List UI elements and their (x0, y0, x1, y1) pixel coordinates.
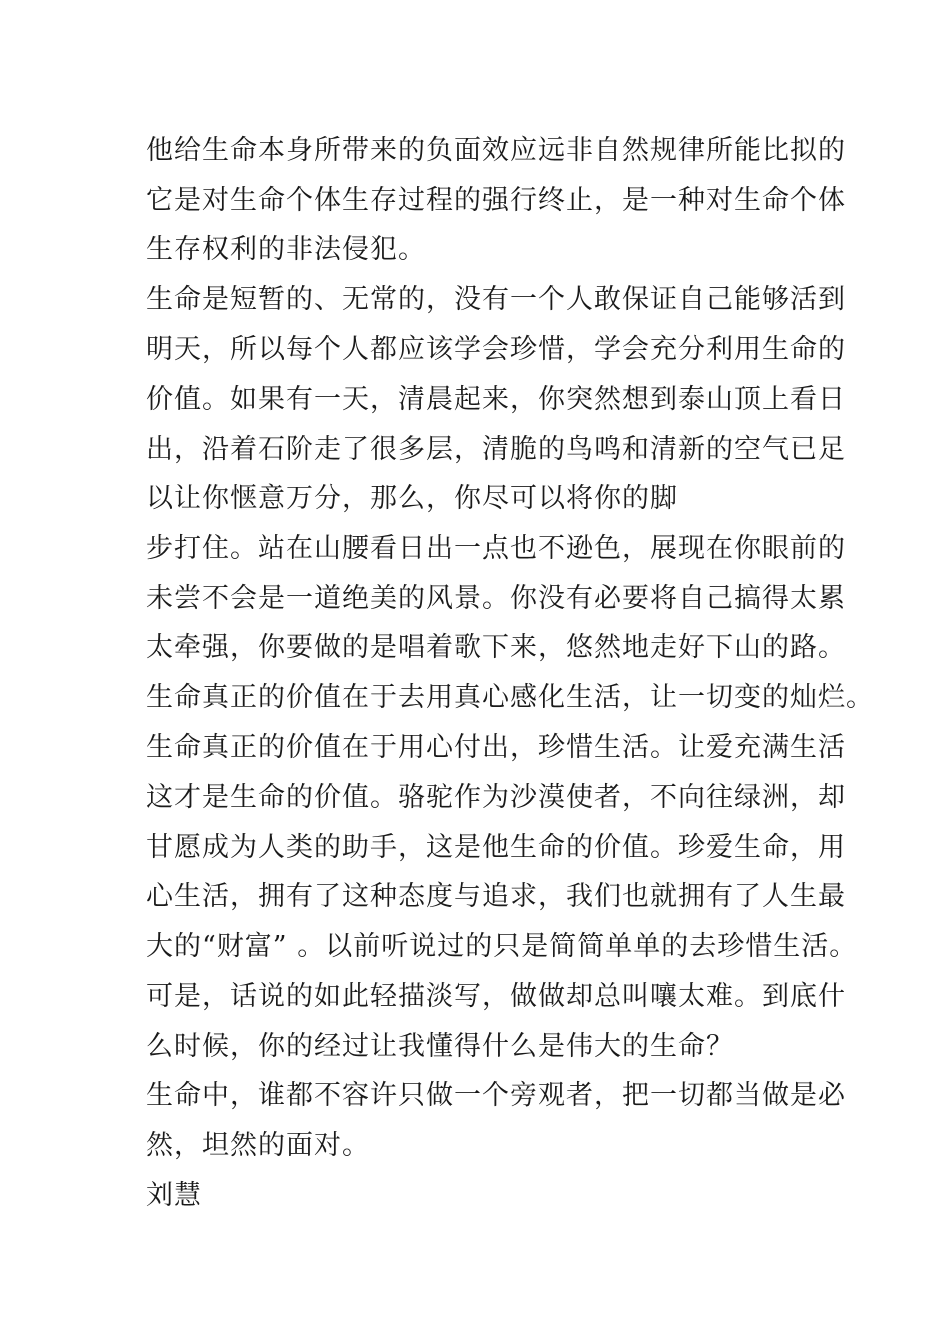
text-line: 生存权利的非法侵犯。 (146, 234, 426, 265)
text-line: 价值。如果有一天，清晨起来，你突然想到泰山顶上看日 (146, 384, 846, 415)
text-line: 大的“财富” 。以前听说过的只是简简单单的去珍惜生活。 (146, 931, 858, 962)
paragraph-start-line: 生命真正的价值在于去用真心感化生活，让一切变的灿烂。 (146, 682, 874, 713)
text-line: 出，沿着石阶走了很多层，清脆的鸟鸣和清新的空气已足 (146, 434, 846, 465)
text-line: 么时候，你的经过让我懂得什么是伟大的生命？ (146, 1031, 734, 1062)
text-line: 步打住。站在山腰看日出一点也不逊色，展现在你眼前的 (146, 533, 846, 564)
text-line: 心生活，拥有了这种态度与追求，我们也就拥有了人生最 (146, 881, 846, 912)
text-line: 然，坦然的面对。 (146, 1130, 370, 1161)
text-line: 这才是生命的价值。骆驼作为沙漠使者，不向往绿洲，却 (146, 782, 846, 813)
text-line: 他给生命本身所带来的负面效应远非自然规律所能比拟的 (146, 135, 846, 166)
text-line: 太牵强，你要做的是唱着歌下来，悠然地走好下山的路。 (146, 632, 846, 663)
text-line: 可是，话说的如此轻描淡写，做做却总叫嚷太难。到底什 (146, 981, 846, 1012)
text-line: 生命真正的价值在于用心付出，珍惜生活。让爱充满生活 (146, 732, 846, 763)
author-name: 刘慧 (146, 1180, 202, 1211)
paragraph-start-line: 生命是短暂的、无常的，没有一个人敢保证自己能够活到 (146, 284, 846, 315)
text-line: 明天，所以每个人都应该学会珍惜，学会充分利用生命的 (146, 334, 846, 365)
text-line: 甘愿成为人类的助手，这是他生命的价值。珍爱生命，用 (146, 832, 846, 863)
text-line: 未尝不会是一道绝美的风景。你没有必要将自己搞得太累 (146, 583, 846, 614)
text-line: 以让你惬意万分，那么，你尽可以将你的脚 (146, 483, 678, 514)
text-line: 它是对生命个体生存过程的强行终止，是一种对生命个体 (146, 185, 846, 216)
paragraph-start-line: 生命中，谁都不容许只做一个旁观者，把一切都当做是必 (146, 1080, 846, 1111)
